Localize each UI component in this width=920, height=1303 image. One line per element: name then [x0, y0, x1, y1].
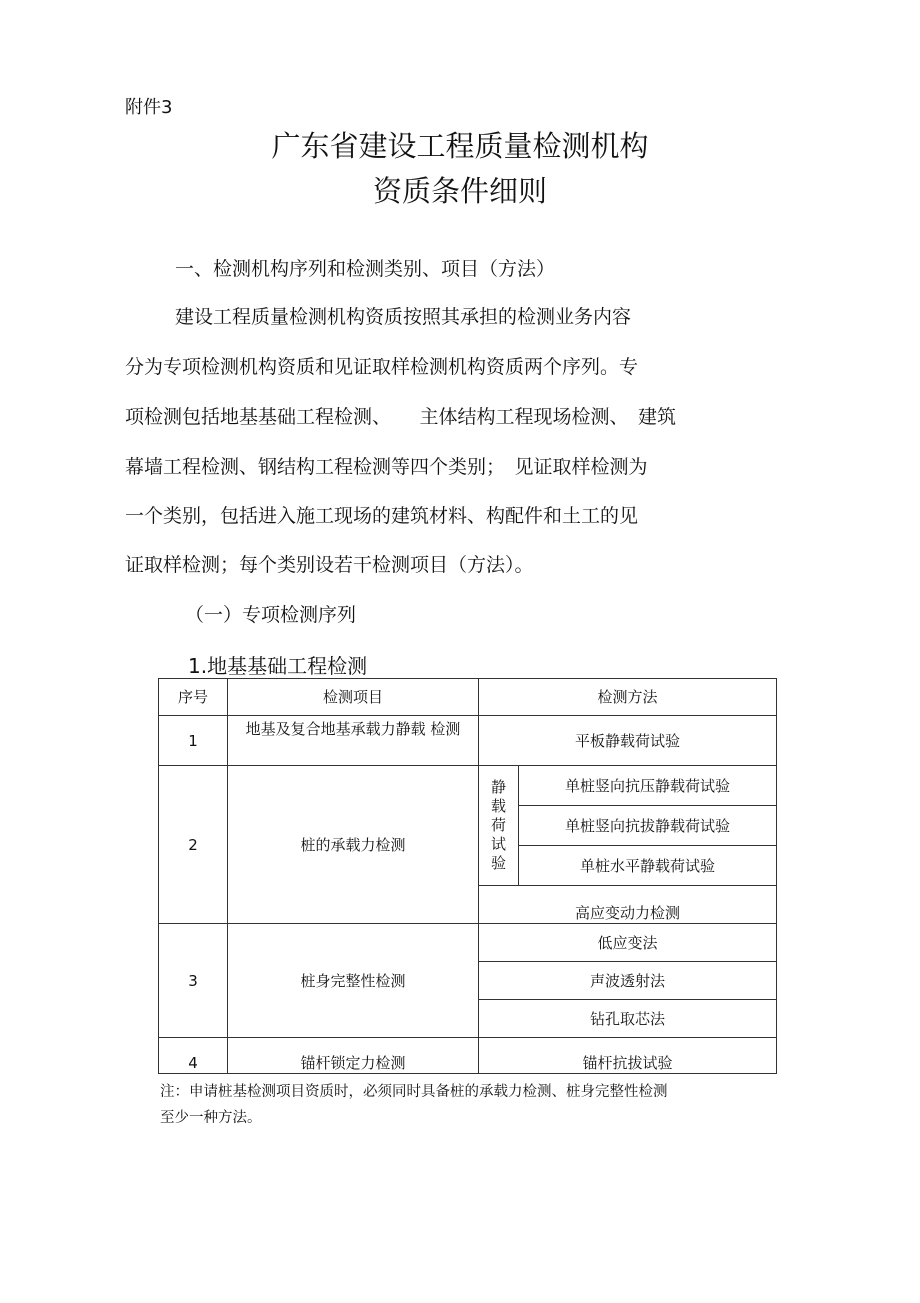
table-row	[159, 716, 777, 766]
row-item: 桩身完整性检测	[228, 924, 479, 1038]
intro-line-2: 分为专项检测机构资质和见证取样检测机构资质两个序列。专	[125, 356, 639, 378]
group-label-cell	[479, 766, 519, 886]
page-title-line2: 资质条件细则	[372, 174, 547, 208]
table-header-row	[159, 679, 777, 716]
row-item: 锚杆锁定力检测	[228, 1038, 479, 1074]
row-method: 锚杆抗拔试验	[479, 1038, 777, 1074]
intro-line-4: 幕墙工程检测、钢结构工程检测等四个类别； 见证取样检测为	[125, 456, 648, 478]
intro-line-5: 一个类别，包括进入施工现场的建筑材料、构配件和土工的见	[125, 505, 639, 527]
row-item: 地基及复合地基承载力静载 检测	[228, 716, 479, 766]
inspection-table	[158, 678, 777, 1074]
note-line-2: 至少一种方法。	[160, 1110, 262, 1126]
table-row	[159, 766, 777, 806]
intro-line-1: 建设工程质量检测机构资质按照其承担的检测业务内容	[175, 306, 632, 328]
page-title-line1: 广东省建设工程质量检测机构	[271, 129, 649, 163]
row-no: 3	[159, 924, 228, 1038]
table-row	[159, 924, 777, 962]
attachment-label: 附件3	[125, 97, 173, 118]
table-row	[159, 1038, 777, 1074]
row-no: 1	[159, 716, 228, 766]
header-method: 检测方法	[479, 679, 777, 716]
table-title: 1.地基基础工程检测	[188, 654, 368, 678]
note-line-1: 注：申请桩基检测项目资质时，必须同时具备桩的承载力检测、桩身完整性检测	[160, 1084, 668, 1100]
group-label: 静载荷试验	[491, 778, 507, 872]
row-method: 单桩竖向抗拔静载荷试验	[519, 806, 777, 846]
row-no: 4	[159, 1038, 228, 1074]
row-method: 声波透射法	[479, 962, 777, 1000]
intro-line-6: 证取样检测；每个类别设若干检测项目（方法）。	[125, 554, 534, 576]
row-method: 单桩竖向抗压静载荷试验	[519, 766, 777, 806]
row-item: 桩的承载力检测	[228, 766, 479, 924]
header-item: 检测项目	[228, 679, 479, 716]
intro-line-3: 项检测包括地基基础工程检测、 主体结构工程现场检测、 建筑	[125, 406, 677, 428]
row-method: 钻孔取芯法	[479, 1000, 777, 1038]
row-no: 2	[159, 766, 228, 924]
row-method: 高应变动力检测	[479, 886, 777, 924]
subsection-heading: （一）专项检测序列	[185, 604, 357, 626]
section-heading: 一、检测机构序列和检测类别、项目（方法）	[175, 258, 556, 280]
row-method: 低应变法	[479, 924, 777, 962]
header-no: 序号	[159, 679, 228, 716]
row-method: 平板静载荷试验	[479, 716, 777, 766]
row-method: 单桩水平静载荷试验	[519, 846, 777, 886]
